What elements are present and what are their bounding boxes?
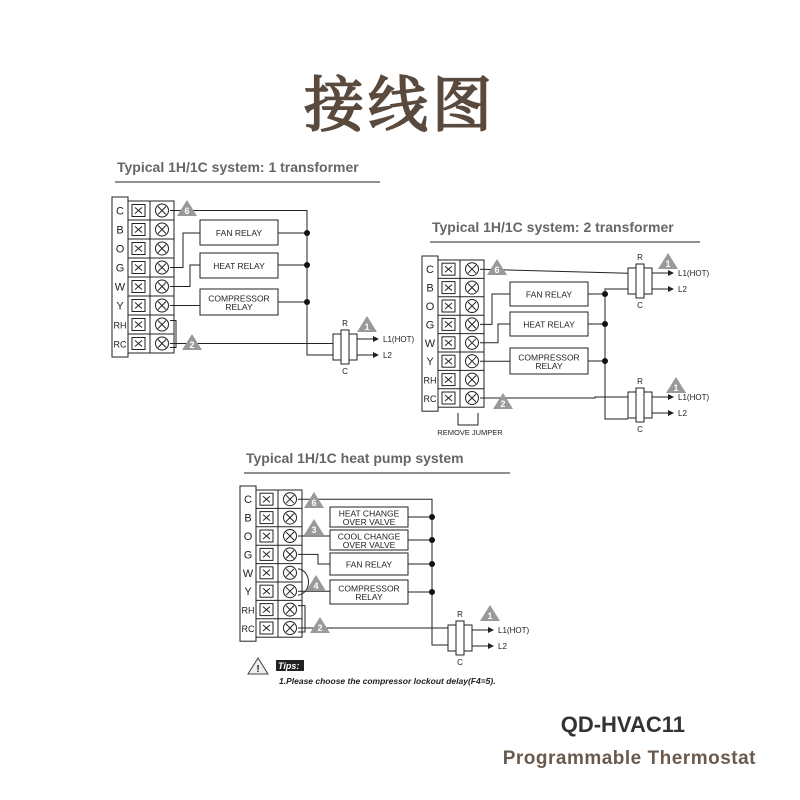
diagram-heat-pump [240, 450, 529, 667]
relay-label: COMPRESSOR [338, 583, 400, 594]
note-number: 2 [317, 623, 323, 633]
terminal-label-rc: RC [241, 624, 255, 634]
l2-label: L2 [678, 285, 687, 294]
arrow-icon [488, 643, 494, 649]
junction-dot [304, 299, 310, 305]
relay-label: FAN RELAY [215, 228, 263, 238]
relay-label: HEAT RELAY [213, 261, 265, 271]
relay-label: HEAT RELAY [523, 319, 575, 330]
transformer-r-label: R [342, 319, 348, 328]
terminal-label-c: C [426, 264, 434, 277]
terminal-label-y: Y [116, 300, 124, 313]
junction-dot [429, 514, 435, 520]
junction-dot [304, 230, 310, 236]
note-number: 3 [311, 525, 317, 535]
terminal-label-b: B [116, 224, 124, 237]
terminal-label-g: G [243, 549, 253, 562]
relay-label: HEAT CHANGE [338, 508, 400, 519]
terminal-label-strip [112, 197, 128, 357]
note-number: 1 [665, 259, 671, 269]
note-triangle-icon [666, 377, 686, 393]
relay-label: COMPRESSOR [518, 352, 580, 363]
note-number: 2 [500, 399, 506, 409]
diagram-2-transformer [422, 219, 709, 437]
arrow-icon [668, 270, 674, 276]
l2-label: L2 [498, 642, 507, 651]
relay-label: RELAY [225, 301, 253, 312]
wire [605, 289, 628, 294]
diagram-title: Typical 1H/1C system: 1 transformer [117, 159, 359, 175]
terminal-label-g: G [425, 319, 435, 332]
product-name: Programmable Thermostat [502, 748, 756, 769]
model-number: QD-HVAC11 [560, 712, 685, 737]
terminal-label-rh: RH [241, 605, 255, 616]
page-title: 接线图 [304, 71, 496, 141]
note-triangle-icon [658, 253, 678, 269]
exclamation: ! [256, 664, 260, 675]
l2-label: L2 [383, 351, 392, 360]
l1-hot-label: L1(HOT) [383, 335, 415, 344]
note-triangle-icon [480, 605, 500, 621]
diagram-title: Typical 1H/1C system: 2 transformer [432, 219, 674, 235]
junction-dot [429, 561, 435, 567]
relay-label: RELAY [535, 360, 563, 371]
terminal-label-c: C [244, 494, 252, 507]
terminal-label-b: B [426, 282, 434, 295]
note-number: 4 [313, 581, 319, 591]
remove-jumper-label: REMOVE JUMPER [437, 428, 503, 437]
terminal-label-g: G [115, 262, 125, 275]
relay-label: COMPRESSOR [208, 293, 270, 304]
l1-hot-label: L1(HOT) [678, 269, 710, 278]
note-number: 6 [494, 265, 500, 275]
note-number: 6 [311, 498, 317, 508]
transformer-r-label: R [637, 253, 643, 262]
arrow-icon [668, 394, 674, 400]
terminal-label-strip [422, 256, 438, 411]
jumper-icon [458, 413, 478, 425]
arrow-icon [488, 627, 494, 633]
transformer-core [341, 330, 349, 364]
note-triangle-icon [182, 334, 202, 350]
terminal-label-b: B [244, 512, 252, 525]
tips-text: 1.Please choose the compressor lockout delay(F4=5). [279, 676, 496, 686]
note-triangle-icon [304, 519, 324, 535]
junction-dot [304, 262, 310, 268]
note-triangle-icon [487, 259, 507, 275]
terminal-label-y: Y [426, 356, 434, 369]
terminal-label-w: W [424, 337, 436, 350]
terminal-label-rh: RH [423, 375, 437, 386]
junction-dot [602, 358, 608, 364]
note-triangle-icon [306, 575, 326, 591]
terminal-label-y: Y [244, 586, 252, 599]
note-triangle-icon [310, 617, 330, 633]
terminal-label-rc: RC [113, 339, 127, 350]
note-number: 1 [673, 383, 679, 393]
junction-dot [429, 537, 435, 543]
l1-hot-label: L1(HOT) [678, 393, 710, 402]
tips-label: Tips: [278, 661, 300, 671]
transformer-c-label: C [342, 367, 348, 376]
relay-label: OVER VALVE [342, 516, 396, 527]
transformer-core [636, 264, 644, 298]
terminal-label-o: O [425, 301, 435, 313]
terminal-label-c: C [116, 205, 124, 218]
l1-hot-label: L1(HOT) [498, 626, 530, 635]
terminal-label-w: W [114, 281, 126, 294]
terminal-label-o: O [115, 243, 125, 256]
transformer-core [636, 388, 644, 422]
relay-label: RELAY [355, 591, 383, 602]
diagram-title: Typical 1H/1C heat pump system [246, 450, 464, 466]
transformer-r-label: R [457, 610, 463, 619]
warning-icon [248, 658, 268, 675]
remove-jumper [437, 413, 503, 437]
terminal-label-o: O [243, 531, 253, 543]
note-number: 1 [364, 322, 370, 332]
relay-label: FAN RELAY [345, 559, 393, 570]
note-triangle-icon [493, 393, 513, 409]
junction-dot [429, 589, 435, 595]
transformer-r-label: R [637, 377, 643, 386]
l2-label: L2 [678, 409, 687, 418]
junction-dot [602, 321, 608, 327]
transformer-c-label: C [637, 301, 643, 310]
relay-label: OVER VALVE [342, 539, 396, 550]
terminal-label-w: W [242, 567, 254, 580]
wire [605, 294, 628, 419]
note-triangle-icon [177, 200, 197, 216]
diagram-1-transformer [112, 159, 414, 376]
transformer-core [456, 621, 464, 655]
terminal-label-strip [240, 486, 256, 641]
note-triangle-icon [304, 492, 324, 508]
arrow-icon [373, 336, 379, 342]
arrow-icon [668, 286, 674, 292]
wire [298, 554, 330, 564]
transformer-c-label: C [457, 658, 463, 667]
relay-label: COOL CHANGE [337, 531, 401, 542]
transformer [628, 377, 709, 434]
terminal-label-rh: RH [113, 320, 127, 331]
arrow-icon [373, 352, 379, 358]
note-number: 6 [184, 206, 190, 216]
note-triangle-icon [357, 316, 377, 332]
note-number: 2 [189, 340, 195, 350]
relay-label: FAN RELAY [525, 289, 573, 300]
note-number: 1 [487, 611, 493, 621]
terminal-label-rc: RC [423, 394, 437, 404]
transformer-c-label: C [637, 425, 643, 434]
arrow-icon [668, 410, 674, 416]
